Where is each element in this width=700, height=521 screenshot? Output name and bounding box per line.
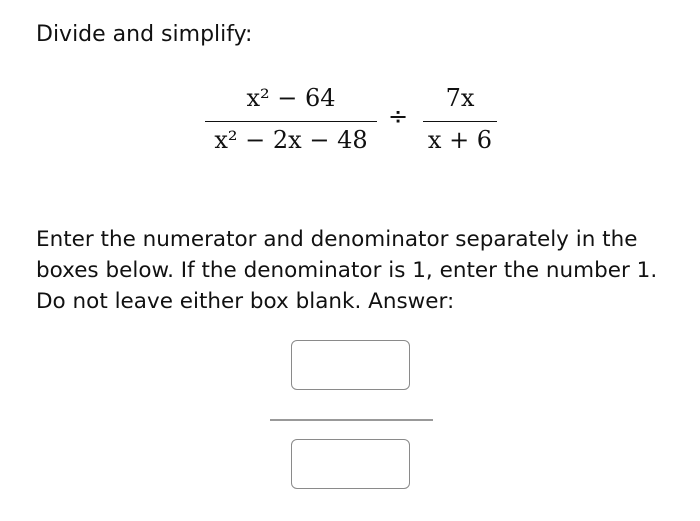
first-fraction-numerator: x² − 64 bbox=[246, 84, 336, 112]
second-fraction-numerator: 7x bbox=[445, 84, 475, 112]
denominator-input-box[interactable] bbox=[291, 439, 410, 489]
second-fraction-denominator: x + 6 bbox=[427, 126, 493, 154]
second-fraction-bar bbox=[423, 121, 497, 122]
first-fraction bbox=[205, 82, 377, 162]
division-sign: ÷ bbox=[388, 102, 409, 130]
answer-instructions: Enter the numerator and denominator separately in the boxes below. If the denominator is 1, enter the number 1. Do not leave either box blank. Answer: bbox=[36, 227, 658, 314]
problem-prompt: Divide and simplify: bbox=[36, 22, 253, 47]
second-fraction bbox=[423, 82, 497, 162]
answer-fraction-bar bbox=[270, 419, 433, 421]
first-fraction-denominator: x² − 2x − 48 bbox=[214, 126, 368, 154]
numerator-input-box[interactable] bbox=[291, 340, 410, 390]
division-expression bbox=[205, 82, 505, 162]
first-fraction-bar bbox=[205, 121, 377, 122]
